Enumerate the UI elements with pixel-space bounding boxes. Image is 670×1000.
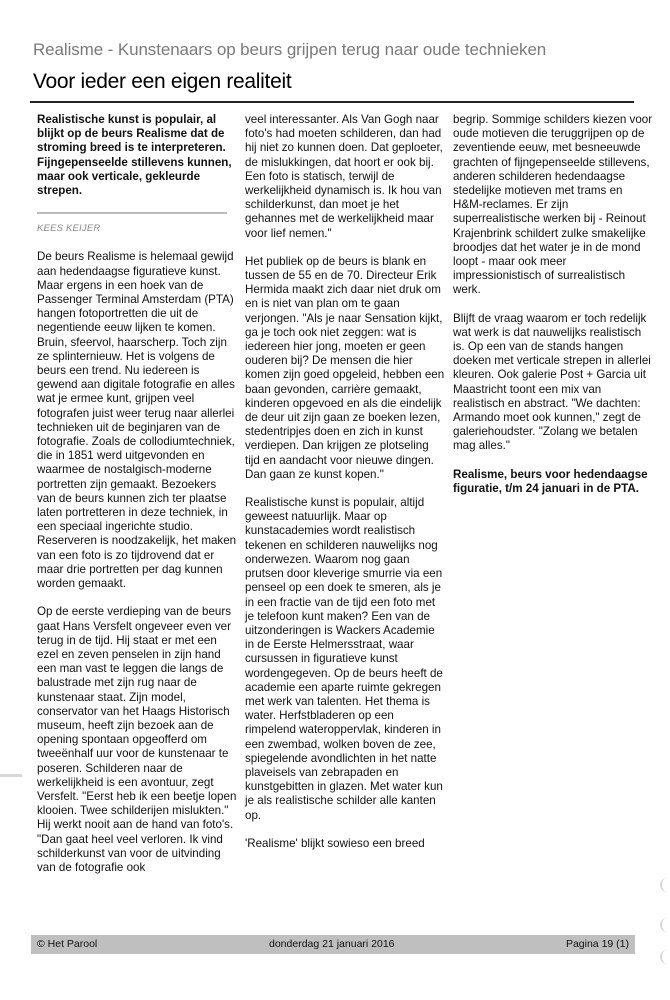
footer-page-number: Pagina 19 (1) [565, 938, 629, 950]
paragraph: Op de eerste verdieping van de beurs gaat Hans Versfelt ongeveer even ver terug in de tijd. Hij staat er met een ezel en zeven penselen in zijn hand een man vast te leggen die langs de balustrade met zijn rug naar de kunstenaar staat. Zijn model, conservator van het Haags Historisch museum, heeft zijn bezoek aan de opening spontaan opgeofferd om tweeënhalf uur voor de kunstenaar te poseren. Schilderen naar de werkelijkheid is een avontuur, zegt Versfelt. "Eerst heb ik een beetje lopen klooien. Twee schilderijen mislukten." Hij werkt nooit aan de hand van foto's. "Dan gaat heel veel verloren. Ik vind schilderkunst van voor de uitvinding van de fotografie ook [37, 605, 237, 874]
event-info: Realisme, beurs voor hedendaagse figuratie, t/m 24 januari in de PTA. [453, 467, 648, 495]
headline-rule [30, 101, 634, 103]
article-lead: Realistische kunst is populair, al blijkt op de beurs Realisme dat de stroming breed is te interpreteren. Fijngepenseelde stillevens kunnen, maar ook verticale, gekleurde strepen. [37, 113, 232, 198]
paragraph: begrip. Sommige schilders kiezen voor oude motieven die teruggrijpen op de zeventiende eeuw, met besneeuwde grachten of fijngepenseelde stillevens, anderen schilderen hedendaagse stedelijke motieven met trams en H&M-reclames. Er zijn superrealistische werken bij - Reinout Krajenbrink schildert zulke smakelijke broodjes dat het water je in de mond loopt - maar ook meer impressionistisch of surrealistisch werk. [453, 113, 653, 297]
paragraph: veel interessanter. Als Van Gogh naar foto's had moeten schilderen, dan had hij niet zo kunnen doen. Dat geploeter, de mislukkingen, dat hoort er ook bij. Een foto is statisch, terwijl de werkelijkheid dynamisch is. Ik hou van schilderkunst, dan moet je het gehannes met de werkelijkheid maar voor lief nemen." [245, 113, 443, 240]
footer-source: © Het Parool [37, 938, 98, 950]
page-footer [31, 935, 635, 954]
edge-bracket-icon [660, 878, 670, 892]
article-kicker: Realisme - Kunstenaars op beurs grijpen terug naar oude technieken [33, 40, 547, 59]
paragraph: Blijft de vraag waarom er toch redelijk wat werk is dat nauwelijks realistisch is. Op een van de stands hangen doeken met verticale strepen in allerlei kleuren. Ook galerie Post + Garcia uit Maastricht toont een mix van realistisch en abstract. "We dachten: Armando moet ook kunnen," zegt de galeriehoudster. "Zolang we betalen mag alles." [453, 311, 651, 453]
paragraph: Het publiek op de beurs is blank en tussen de 55 en de 70. Directeur Erik Hermida maakt zich daar niet druk om en is niet van plan om te gaan verjongen. "Als je naar Sensation kijkt, ga je toch ook niet zeggen: wat is iedereen hier jong, moeten er geen ouderen bij? De mensen die hier komen zijn goed opgeleid, hebben een baan gevonden, carrière gemaakt, kinderen opgevoed en als die eindelijk de deur uit zijn gaan ze boeken lezen, stedentripjes doen en zich in kunst verdiepen. Dan krijgen ze plotseling tijd en aandacht voor nieuwe dingen. Dan gaan ze kunst kopen." [245, 254, 445, 481]
footer-date: donderdag 21 januari 2016 [269, 938, 395, 950]
paragraph: 'Realisme' blijkt sowieso een breed [245, 836, 425, 850]
article-headline: Voor ieder een eigen realiteit [33, 70, 292, 93]
lead-divider [37, 212, 227, 214]
paragraph: De beurs Realisme is helemaal gewijd aan hedendaagse figuratieve kunst. Maar ergens in een hoek van de Passenger Terminal Amsterdam (PTA) hangen fotoportretten die uit de negentiende eeuw lijken te komen. Bruin, sfeervol, haarscherp. Toch zijn ze splinternieuw. Het is volgens de beurs een trend. Nu iedereen is gewend aan digitale fotografie en alles wat je ermee kunt, grijpen veel fotografen juist weer terug naar allerlei technieken uit de beginjaren van de fotografie. Zoals de collodiumtechniek, die in 1851 werd uitgevonden en waarmee de nostalgisch-moderne portretten zijn gemaakt. Bezoekers van de beurs kunnen zich ter plaatse laten portretteren in deze techniek, in een speciaal ingerichte studio. Reserveren is noodzakelijk, het maken van een foto is zo tijdrovend dat er maar drie portretten per dag kunnen worden gemaakt. [37, 250, 237, 591]
edge-bracket-icon [660, 950, 670, 964]
column-3 [453, 113, 653, 510]
byline: KEES KEIJER [37, 223, 101, 235]
column-2 [245, 113, 445, 851]
margin-mark [0, 774, 22, 777]
paragraph: Realistische kunst is populair, altijd geweest natuurlijk. Maar op kunstacademies wordt realistisch tekenen en schilderen nauwelijks nog onderwezen. Waarom nog gaan prutsen door kleverige smurrie via een penseel op een doek te smeren, als je in een fractie van de tijd een foto met je telefoon kunt maken? Een van de uitzonderingen is Wackers Academie in de Eerste Helmersstraat, waar cursussen in figuratieve kunst wordengegeven. Op de beurs heeft de academie een aparte ruimte gekregen met werk van talenten. Het thema is water. Herfstbladeren op een rimpelend wateroppervlak, kinderen in een zwembad, wolken boven de zee, spiegelende avondlichten in het natte plaveisels van zebrapaden en kunstgebitten in glazen. Met water kun je als realistische schilder alle kanten op. [245, 496, 443, 822]
edge-bracket-icon [660, 918, 670, 932]
column-1 [37, 113, 237, 875]
